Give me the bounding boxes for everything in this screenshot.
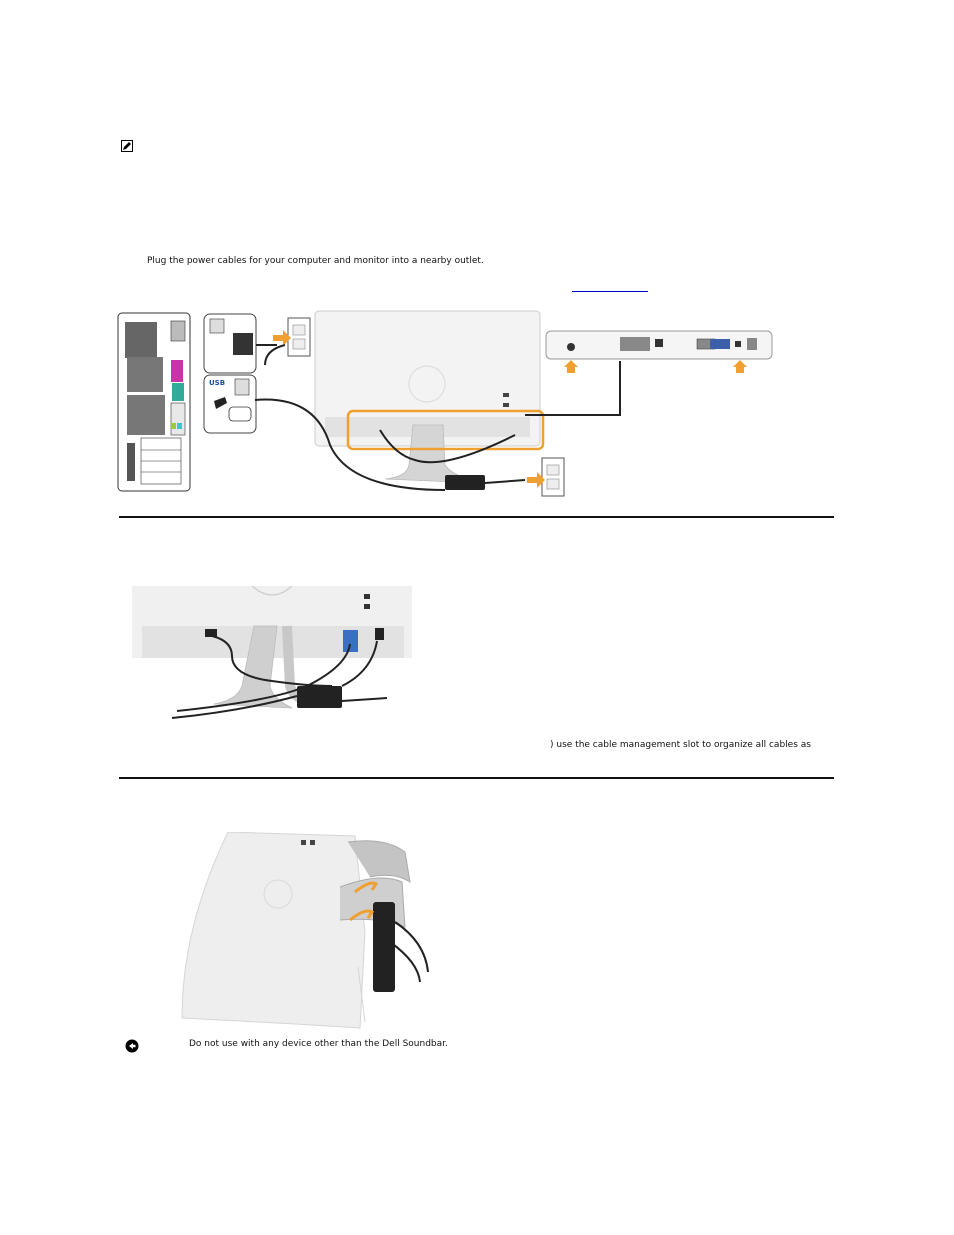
plug-power-instruction: Plug the power cables for your computer and monitor into a nearby outlet. [147, 256, 484, 266]
section-divider [119, 516, 834, 518]
notice-icon [125, 1039, 139, 1053]
computer-tower-illustration [118, 313, 190, 491]
power-adapter [445, 475, 485, 490]
wall-outlet-icon [288, 318, 310, 356]
usb-label: USB [209, 379, 226, 387]
section-divider [119, 777, 834, 779]
arrow-icon [733, 360, 747, 373]
note-icon [121, 140, 133, 152]
cable-management-photo [132, 586, 414, 724]
notice-text: Do not use with any device other than the Dell Soundbar. [189, 1039, 448, 1049]
wall-outlet-icon [542, 458, 564, 496]
soundbar [373, 902, 395, 992]
connection-diagram [115, 305, 780, 500]
cable-management-text: ) use the cable management slot to organize all cables as [443, 740, 811, 751]
arrow-icon [564, 360, 578, 373]
connector-panel-inset [546, 331, 772, 373]
reference-link[interactable] [572, 283, 648, 292]
cable-management-link[interactable] [443, 742, 550, 751]
monitor-back-illustration [315, 311, 543, 483]
soundbar-attachment-photo [180, 832, 445, 1030]
power-cable [256, 345, 285, 365]
